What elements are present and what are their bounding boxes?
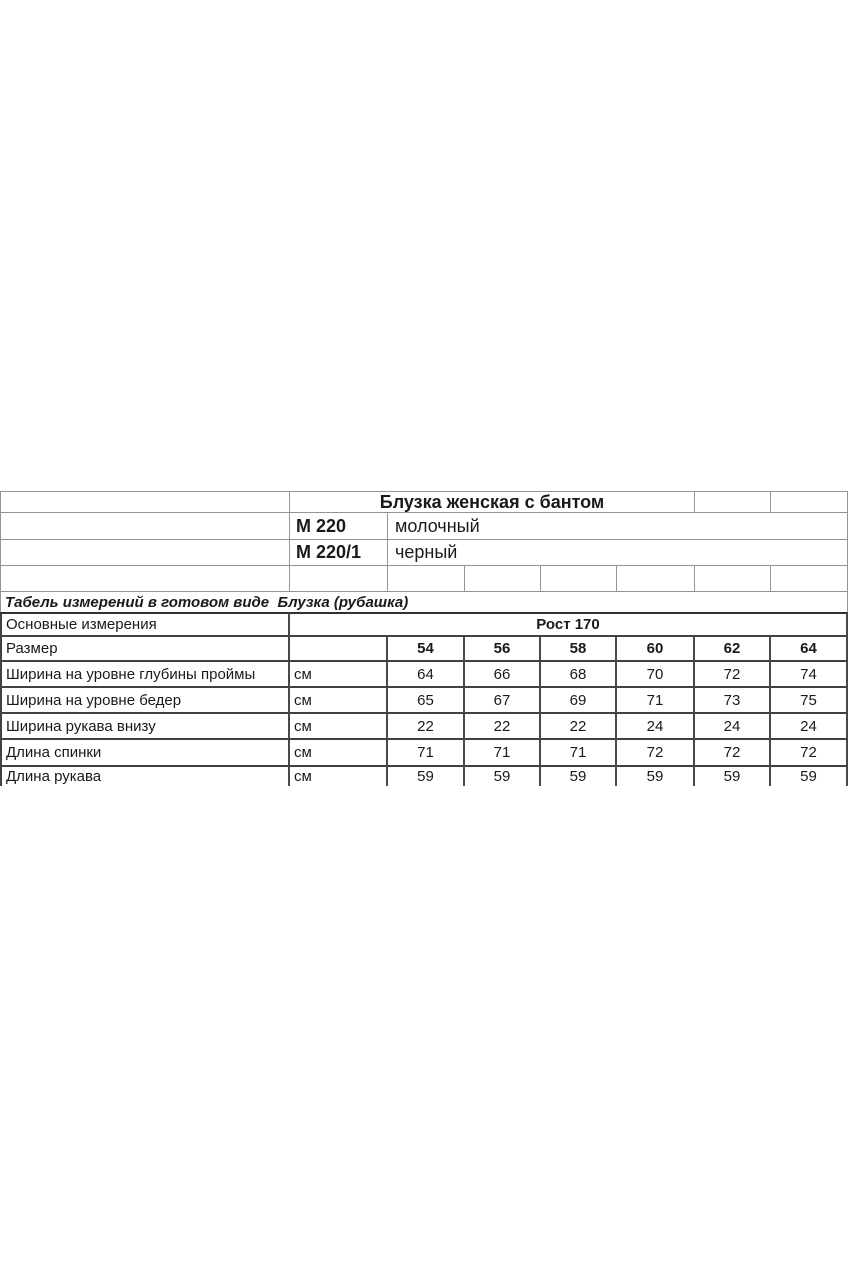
- empty-cell: [541, 566, 617, 592]
- model-color: молочный: [388, 513, 848, 540]
- unit-cell: см: [290, 740, 388, 767]
- value-cell: 69: [541, 688, 617, 714]
- value-cell: 71: [617, 688, 695, 714]
- measurements-header: Основные измерения: [0, 612, 290, 637]
- empty-cell: [465, 566, 541, 592]
- value-cell: 59: [388, 767, 465, 786]
- row-label: Ширина на уровне глубины проймы: [0, 662, 290, 688]
- empty-cell: [771, 491, 848, 513]
- value-cell: 24: [617, 714, 695, 740]
- value-cell: 72: [617, 740, 695, 767]
- value-cell: 70: [617, 662, 695, 688]
- value-cell: 59: [617, 767, 695, 786]
- empty-cell: [388, 566, 465, 592]
- value-cell: 71: [388, 740, 465, 767]
- empty-cell: [290, 637, 388, 662]
- value-cell: 22: [388, 714, 465, 740]
- size-row-label: Размер: [0, 637, 290, 662]
- empty-cell: [771, 566, 848, 592]
- size-header-cell: 58: [541, 637, 617, 662]
- empty-cell: [695, 566, 771, 592]
- value-cell: 59: [695, 767, 771, 786]
- model-color: черный: [388, 540, 848, 566]
- value-cell: 59: [541, 767, 617, 786]
- value-cell: 65: [388, 688, 465, 714]
- value-cell: 24: [771, 714, 848, 740]
- value-cell: 75: [771, 688, 848, 714]
- row-label: Длина рукава: [0, 767, 290, 786]
- empty-cell: [0, 491, 290, 513]
- row-label: Ширина рукава внизу: [0, 714, 290, 740]
- model-code: М 220: [290, 513, 388, 540]
- table-caption: Табель измерений в готовом виде Блузка (рубашка): [0, 592, 848, 612]
- unit-cell: см: [290, 767, 388, 786]
- product-info-table: [0, 491, 848, 592]
- unit-cell: см: [290, 688, 388, 714]
- product-title: Блузка женская с бантом: [290, 491, 695, 513]
- sheet-content: [0, 491, 848, 786]
- unit-cell: см: [290, 662, 388, 688]
- size-header-cell: 64: [771, 637, 848, 662]
- value-cell: 67: [465, 688, 541, 714]
- size-header-cell: 62: [695, 637, 771, 662]
- model-code: М 220/1: [290, 540, 388, 566]
- value-cell: 59: [771, 767, 848, 786]
- value-cell: 72: [695, 740, 771, 767]
- value-cell: 74: [771, 662, 848, 688]
- empty-cell: [0, 566, 290, 592]
- value-cell: 72: [771, 740, 848, 767]
- value-cell: 22: [465, 714, 541, 740]
- value-cell: 71: [465, 740, 541, 767]
- size-header-cell: 56: [465, 637, 541, 662]
- empty-cell: [617, 566, 695, 592]
- empty-cell: [695, 491, 771, 513]
- height-header: Рост 170: [290, 612, 848, 637]
- size-header-cell: 60: [617, 637, 695, 662]
- measurement-table: [0, 612, 848, 786]
- value-cell: 73: [695, 688, 771, 714]
- value-cell: 68: [541, 662, 617, 688]
- value-cell: 22: [541, 714, 617, 740]
- value-cell: 24: [695, 714, 771, 740]
- empty-cell: [0, 540, 290, 566]
- empty-cell: [0, 513, 290, 540]
- row-label: Ширина на уровне бедер: [0, 688, 290, 714]
- empty-cell: [290, 566, 388, 592]
- value-cell: 66: [465, 662, 541, 688]
- value-cell: 72: [695, 662, 771, 688]
- unit-cell: см: [290, 714, 388, 740]
- value-cell: 59: [465, 767, 541, 786]
- size-header-cell: 54: [388, 637, 465, 662]
- value-cell: 71: [541, 740, 617, 767]
- row-label: Длина спинки: [0, 740, 290, 767]
- value-cell: 64: [388, 662, 465, 688]
